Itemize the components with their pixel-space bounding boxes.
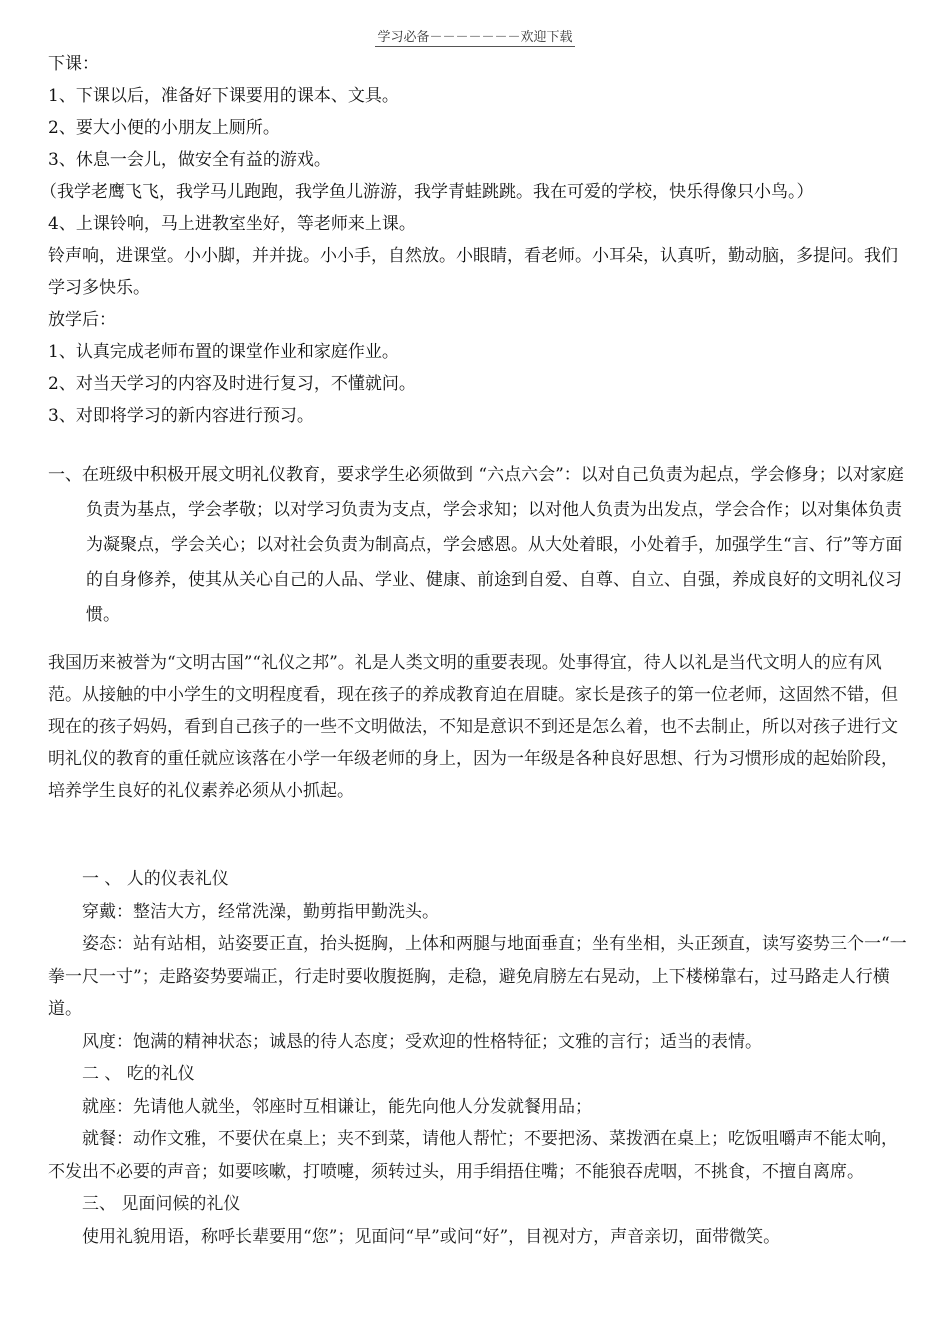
heading-dining: 二 、 吃的礼仪 [82, 1064, 195, 1084]
rhyme-paragraph: 铃声响，进课堂。小小脚，并并拢。小小手，自然放。小眼睛，看老师。小耳朵，认真听，勤动脑，多提问。我们学习多快乐。 [48, 246, 898, 298]
list-item: 2、要大小便的小朋友上厕所。 [48, 118, 280, 138]
header-text: 学习必备－－－－－－－欢迎下载 [377, 30, 573, 45]
etiquette-education-section [48, 458, 910, 633]
six-points-paragraph: 一、在班级中积极开展文明礼仪教育，要求学生必须做到 “六点六会”：以对自己负责为起点，学会修身；以对家庭负责为基点，学会孝敬；以对学习负责为支点，学会求知；以对他人负责为出发点，学会合作；以对集体负责为凝聚点，学会关心；以对社会负责为制高点，学会感恩。从大处着眼，小处着手，加强学生“言、行”等方面的自身修养，使其从关心自己的人品、学业、健康、前途到自爱、自尊、自立、自强，养成良好的文明礼仪习惯。 [48, 465, 904, 625]
heading-after-school: 放学后： [48, 310, 116, 330]
paragraph-manner: 风度：饱满的精神状态；诚恳的待人态度；受欢迎的性格特征；文雅的言行；适当的表情。 [82, 1031, 762, 1052]
paragraph-seating: 就座：先请他人就坐，邻座时互相谦让，能先向他人分发就餐用品； [82, 1096, 592, 1117]
rhyme-line: （我学老鹰飞飞，我学马儿跑跑，我学鱼儿游游，我学青蛙跳跳。我在可爱的学校，快乐得像只小鸟。） [40, 182, 814, 202]
class-break-section [40, 48, 910, 432]
heading-appearance: 一 、 人的仪表礼仪 [82, 869, 229, 889]
paragraph-dress: 穿戴：整洁大方，经常洗澡，勤剪指甲勤洗头。 [82, 901, 439, 922]
heading-after-class: 下课： [48, 54, 99, 74]
page-header [0, 26, 950, 45]
list-item: 1、认真完成老师布置的课堂作业和家庭作业。 [48, 342, 399, 362]
heading-greeting: 三、 见面问候的礼仪 [82, 1194, 241, 1214]
intro-paragraph: 我国历来被誉为“文明古国”“礼仪之邦”。礼是人类文明的重要表现。处事得宜，待人以礼是当代文明人的应有风范。从接触的中小学生的文明程度看，现在孩子的养成教育迫在眉睫。家长是孩子的第一位老师，这固然不错，但现在的孩子妈妈，看到自己孩子的一些不文明做法，不知是意识不到还是怎么着，也不去制止，所以对孩子进行文明礼仪的教育的重任就应该落在小学一年级老师的身上，因为一年级是各种良好思想、行为习惯形成的起始阶段，培养学生良好的礼仪素养必须从小抓起。 [48, 653, 898, 801]
list-item: 2、对当天学习的内容及时进行复习，不懂就问。 [48, 374, 416, 394]
etiquette-rules-section [48, 863, 910, 1253]
introduction-section [48, 647, 910, 807]
list-item: 4、上课铃响，马上进教室坐好，等老师来上课。 [48, 214, 416, 234]
paragraph-eating: 就餐：动作文雅，不要伏在桌上；夹不到菜，请他人帮忙；不要把汤、菜拨洒在桌上；吃饭咀嚼声不能太响，不发出不必要的声音；如要咳嗽，打喷嚏，须转过头，用手绢捂住嘴；不能狼吞虎咽，不挑食，不擅自离席。 [48, 1129, 898, 1182]
document-body [40, 48, 910, 1253]
paragraph-posture: 姿态：站有站相，站姿要正直，抬头挺胸，上体和两腿与地面垂直；坐有坐相，头正颈直，读写姿势三个一“一拳一尺一寸”；走路姿势要端正，行走时要收腹挺胸，走稳，避免肩膀左右晃动，上下楼梯靠右，过马路走人行横道。 [48, 934, 907, 1019]
paragraph-greeting: 使用礼貌用语，称呼长辈要用“您”；见面问“早”或问“好”，目视对方，声音亲切，面带微笑。 [82, 1226, 781, 1247]
list-item: 1、下课以后，准备好下课要用的课本、文具。 [48, 86, 399, 106]
list-item: 3、休息一会儿，做安全有益的游戏。 [48, 150, 331, 170]
list-item: 3、对即将学习的新内容进行预习。 [48, 406, 314, 426]
